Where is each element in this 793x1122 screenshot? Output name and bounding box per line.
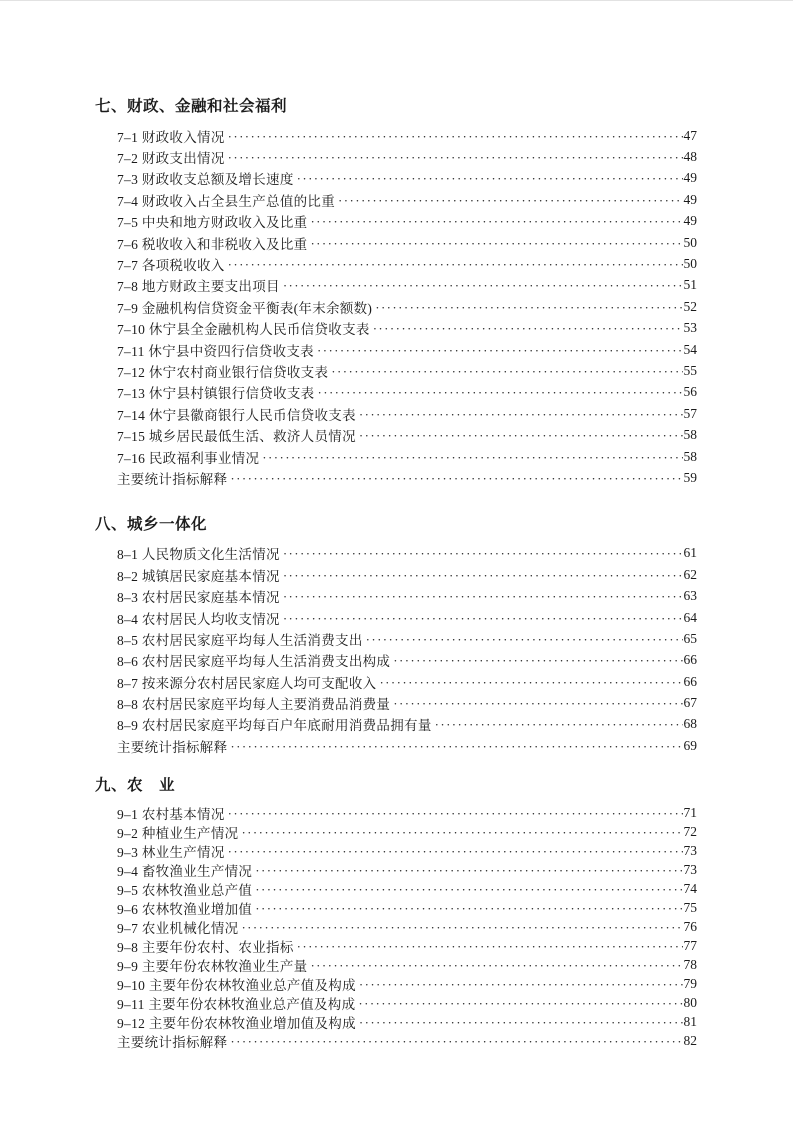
toc-entry-page-number: 75 bbox=[683, 900, 697, 916]
toc-entry-page-number: 74 bbox=[683, 881, 697, 897]
toc-entry-label: 8–1 人民物质文化生活情况 bbox=[117, 547, 280, 563]
dot-leader bbox=[310, 236, 682, 252]
toc-entry-page-number: 48 bbox=[683, 149, 697, 165]
toc-entry-page-number: 50 bbox=[683, 256, 697, 272]
dot-leader bbox=[230, 1034, 682, 1050]
toc-entry-page-number: 82 bbox=[683, 1033, 697, 1049]
dot-leader bbox=[228, 150, 683, 166]
dot-leader bbox=[255, 901, 682, 917]
toc-entry-row bbox=[95, 861, 697, 880]
toc-entry-page-number: 71 bbox=[683, 805, 697, 821]
toc-entry-label: 7–10 休宁县全金融机构人民币信贷收支表 bbox=[117, 322, 370, 338]
toc-entry-label: 8–2 城镇居民家庭基本情况 bbox=[117, 568, 280, 584]
dot-leader bbox=[373, 321, 683, 337]
toc-entry-row bbox=[95, 382, 697, 403]
dot-leader bbox=[393, 653, 682, 669]
toc-entry-row bbox=[95, 189, 697, 210]
toc-entry-row bbox=[95, 543, 697, 564]
dot-leader bbox=[283, 589, 683, 605]
toc-entry-label: 8–6 农村居民家庭平均每人生活消费支出构成 bbox=[117, 654, 391, 670]
toc-entry-row bbox=[95, 899, 697, 918]
toc-entry-label: 7–1 财政收入情况 bbox=[117, 129, 225, 145]
section-entries bbox=[95, 804, 697, 1051]
dot-leader bbox=[358, 996, 682, 1012]
toc-entry-label: 8–4 农村居民人均收支情况 bbox=[117, 611, 280, 627]
dot-leader bbox=[283, 568, 683, 584]
toc-entry-label: 9–8 主要年份农村、农业指标 bbox=[117, 940, 294, 956]
toc-entry-row bbox=[95, 146, 697, 167]
dot-leader bbox=[393, 696, 682, 712]
dot-leader bbox=[359, 977, 683, 993]
toc-entry-page-number: 81 bbox=[683, 1014, 697, 1030]
toc-entry-label: 主要统计指标解释 bbox=[117, 471, 228, 487]
toc-entry-label: 7–13 休宁县村镇银行信贷收支表 bbox=[117, 386, 315, 402]
toc-entry-row bbox=[95, 671, 697, 692]
dot-leader bbox=[310, 958, 682, 974]
toc-entry-row bbox=[95, 253, 697, 274]
dot-leader bbox=[228, 257, 683, 273]
toc-entry-label: 7–2 财政支出情况 bbox=[117, 151, 225, 167]
dot-leader bbox=[297, 171, 683, 187]
toc-entry-label: 9–10 主要年份农林牧渔业总产值及构成 bbox=[117, 978, 356, 994]
toc-entry-label: 7–5 中央和地方财政收入及比重 bbox=[117, 215, 308, 231]
toc-entry-row bbox=[95, 628, 697, 649]
toc-entry-label: 9–2 种植业生产情况 bbox=[117, 826, 239, 842]
toc-entry-row bbox=[95, 403, 697, 424]
toc-entry-row bbox=[95, 360, 697, 381]
dot-leader bbox=[359, 428, 683, 444]
toc-entry-row bbox=[95, 880, 697, 899]
toc-entry-page-number: 53 bbox=[683, 320, 697, 336]
toc-entry-page-number: 54 bbox=[683, 341, 697, 357]
toc-entry-row bbox=[95, 918, 697, 937]
section-title: 八、城乡一体化 bbox=[95, 515, 208, 533]
toc-entry-page-number: 67 bbox=[683, 695, 697, 711]
dot-leader bbox=[379, 675, 682, 691]
toc-entry-page-number: 73 bbox=[683, 862, 697, 878]
toc-entry-label: 7–6 税收收入和非税收入及比重 bbox=[117, 236, 308, 252]
toc-entry-row bbox=[95, 339, 697, 360]
toc-entry-page-number: 50 bbox=[683, 234, 697, 250]
dot-leader bbox=[262, 450, 682, 466]
dot-leader bbox=[228, 844, 683, 860]
toc-entry-label: 9–4 畜牧渔业生产情况 bbox=[117, 864, 253, 880]
toc-entry-page-number: 65 bbox=[683, 630, 697, 646]
toc-entry-label: 7–15 城乡居民最低生活、救济人员情况 bbox=[117, 429, 356, 445]
toc-entry-label: 8–7 按来源分农村居民家庭人均可支配收入 bbox=[117, 675, 377, 691]
toc-entry-label: 8–5 农村居民家庭平均每人生活消费支出 bbox=[117, 632, 363, 648]
toc-entry-page-number: 56 bbox=[683, 384, 697, 400]
toc-entry-row bbox=[95, 275, 697, 296]
dot-leader bbox=[435, 717, 683, 733]
toc-entry-page-number: 52 bbox=[683, 298, 697, 314]
dot-leader bbox=[230, 739, 682, 755]
toc-entry-page-number: 49 bbox=[683, 213, 697, 229]
section-entries bbox=[95, 543, 697, 757]
dot-leader bbox=[317, 343, 683, 359]
toc-entry-row bbox=[95, 956, 697, 975]
toc-entry-page-number: 58 bbox=[683, 448, 697, 464]
toc-entry-label: 9–5 农林牧渔业总产值 bbox=[117, 883, 253, 899]
toc-entry-label: 9–3 林业生产情况 bbox=[117, 845, 225, 861]
toc-entry-page-number: 57 bbox=[683, 405, 697, 421]
toc-sections bbox=[95, 94, 697, 1051]
toc-entry-label: 7–4 财政收入占全县生产总值的比重 bbox=[117, 193, 336, 209]
toc-entry-page-number: 63 bbox=[683, 588, 697, 604]
toc-entry-page-number: 69 bbox=[683, 737, 697, 753]
toc-entry-page-number: 49 bbox=[683, 170, 697, 186]
toc-entry-page-number: 79 bbox=[683, 976, 697, 992]
toc-entry-label: 8–3 农村居民家庭基本情况 bbox=[117, 590, 280, 606]
toc-entry-row bbox=[95, 735, 697, 756]
toc-entry-page-number: 66 bbox=[683, 652, 697, 668]
toc-section bbox=[95, 773, 697, 1051]
toc-entry-row bbox=[95, 125, 697, 146]
toc-entry-page-number: 58 bbox=[683, 427, 697, 443]
toc-entry-row bbox=[95, 424, 697, 445]
toc-entry-label: 7–3 财政收支总额及增长速度 bbox=[117, 172, 294, 188]
dot-leader bbox=[241, 825, 682, 841]
toc-entry-row bbox=[95, 692, 697, 713]
toc-entry-row bbox=[95, 994, 697, 1013]
toc-entry-label: 8–9 农村居民家庭平均每百户年底耐用消费品拥有量 bbox=[117, 718, 432, 734]
toc-entry-label: 9–7 农业机械化情况 bbox=[117, 921, 239, 937]
toc-entry-label: 7–14 休宁县徽商银行人民币信贷收支表 bbox=[117, 407, 356, 423]
section-title: 七、财政、金融和社会福利 bbox=[95, 98, 288, 115]
toc-entry-label: 9–12 主要年份农林牧渔业增加值及构成 bbox=[117, 1016, 356, 1032]
toc-entry-page-number: 62 bbox=[683, 566, 697, 582]
toc-entry-label: 7–9 金融机构信贷资金平衡表(年末余额数) bbox=[117, 300, 373, 316]
dot-leader bbox=[366, 632, 683, 648]
toc-entry-label: 7–8 地方财政主要支出项目 bbox=[117, 279, 280, 295]
toc-entry-page-number: 64 bbox=[683, 609, 697, 625]
section-entries bbox=[95, 125, 697, 489]
dot-leader bbox=[359, 407, 683, 423]
dot-leader bbox=[310, 214, 682, 230]
toc-entry-page-number: 77 bbox=[683, 938, 697, 954]
toc-entry-label: 主要统计指标解释 bbox=[117, 1035, 228, 1051]
toc-entry-row bbox=[95, 650, 697, 671]
toc-entry-page-number: 51 bbox=[683, 277, 697, 293]
toc-entry-label: 主要统计指标解释 bbox=[117, 739, 228, 755]
toc-entry-row bbox=[95, 1013, 697, 1032]
dot-leader bbox=[255, 882, 682, 898]
dot-leader bbox=[331, 364, 682, 380]
section-title: 九、农 业 bbox=[95, 776, 176, 794]
toc-entry-row bbox=[95, 975, 697, 994]
toc-entry-row bbox=[95, 607, 697, 628]
toc-entry-page-number: 59 bbox=[683, 469, 697, 485]
toc-entry-page-number: 47 bbox=[683, 127, 697, 143]
toc-entry-page-number: 55 bbox=[683, 362, 697, 378]
toc-entry-row bbox=[95, 564, 697, 585]
toc-entry-page-number: 80 bbox=[683, 995, 697, 1011]
toc-entry-page-number: 72 bbox=[683, 824, 697, 840]
toc-entry-page-number: 78 bbox=[683, 957, 697, 973]
toc-entry-label: 9–11 主要年份农林牧渔业总产值及构成 bbox=[117, 997, 356, 1013]
dot-leader bbox=[255, 863, 682, 879]
dot-leader bbox=[338, 193, 682, 209]
toc-entry-label: 9–9 主要年份农林牧渔业生产量 bbox=[117, 959, 308, 975]
toc-entry-row bbox=[95, 318, 697, 339]
toc-entry-label: 8–8 农村居民家庭平均每人主要消费品消费量 bbox=[117, 697, 391, 713]
dot-leader bbox=[228, 129, 683, 145]
dot-leader bbox=[283, 611, 683, 627]
dot-leader bbox=[241, 920, 682, 936]
toc-entry-row bbox=[95, 585, 697, 606]
toc-entry-label: 7–7 各项税收收入 bbox=[117, 258, 225, 274]
toc-section bbox=[95, 94, 697, 489]
toc-entry-label: 7–16 民政福利事业情况 bbox=[117, 450, 260, 466]
toc-entry-label: 7–12 休宁农村商业银行信贷收支表 bbox=[117, 364, 329, 380]
toc-entry-row bbox=[95, 823, 697, 842]
dot-leader bbox=[230, 471, 682, 487]
toc-entry-page-number: 73 bbox=[683, 843, 697, 859]
toc-entry-page-number: 66 bbox=[683, 673, 697, 689]
toc-entry-page-number: 49 bbox=[683, 191, 697, 207]
toc-entry-row bbox=[95, 296, 697, 317]
table-of-contents bbox=[0, 1, 793, 1051]
toc-entry-row bbox=[95, 714, 697, 735]
toc-entry-row bbox=[95, 446, 697, 467]
toc-entry-page-number: 61 bbox=[683, 545, 697, 561]
toc-entry-row bbox=[95, 1032, 697, 1051]
dot-leader bbox=[283, 546, 683, 562]
toc-entry-row bbox=[95, 232, 697, 253]
toc-entry-page-number: 76 bbox=[683, 919, 697, 935]
toc-entry-row bbox=[95, 937, 697, 956]
toc-entry-row bbox=[95, 804, 697, 823]
toc-entry-page-number: 68 bbox=[683, 716, 697, 732]
dot-leader bbox=[297, 939, 683, 955]
toc-entry-row bbox=[95, 842, 697, 861]
toc-section bbox=[95, 512, 697, 757]
dot-leader bbox=[317, 385, 682, 401]
toc-entry-row bbox=[95, 467, 697, 488]
toc-entry-label: 7–11 休宁县中资四行信贷收支表 bbox=[117, 343, 314, 359]
toc-entry-row bbox=[95, 168, 697, 189]
dot-leader bbox=[359, 1015, 683, 1031]
dot-leader bbox=[228, 806, 683, 822]
toc-entry-row bbox=[95, 211, 697, 232]
dot-leader bbox=[375, 300, 682, 316]
dot-leader bbox=[283, 278, 683, 294]
toc-entry-label: 9–6 农林牧渔业增加值 bbox=[117, 902, 253, 918]
toc-entry-label: 9–1 农村基本情况 bbox=[117, 807, 225, 823]
